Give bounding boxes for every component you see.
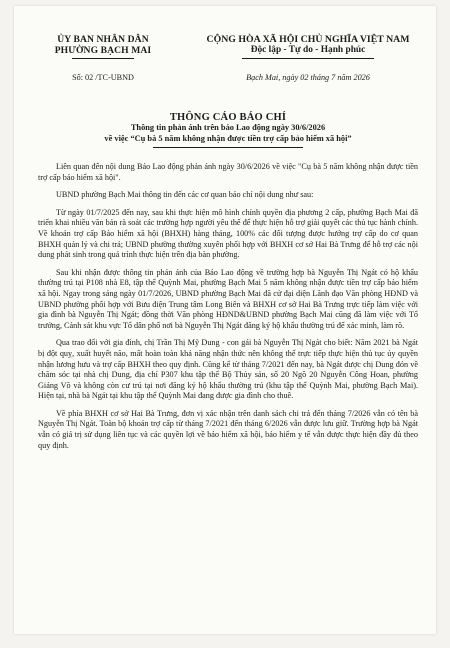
body-paragraph: Sau khi nhận được thông tin phản ánh của Báo Lao động về trường hợp bà Nguyễn Thị Ngát có hộ khẩu thường trú tại P108 nhà E8, tập thể Quỳnh Mai, phường Bạch Mai 5 năm không nhận được tiền trợ cấp bảo hiểm xã hội. Ngay trong sáng ngày 01/7/2026, UBND phường Bạch Mai đã cử đại diện Lãnh đạo Văn phòng HĐND và UBND phường phối hợp với Bưu điện Trung tâm Long Biên và BHXH cơ sở Hai Bà Trưng trực tiếp làm việc với gia đình bà Nguyễn Thị Ngát; đồng thời Văn phòng HĐND&UBND phường Bạch Mai cũng đã làm việc với Tổ trưởng, Cảnh sát khu vực Tổ dân phố nơi bà Nguyễn Thị Ngát đăng ký hộ khẩu thường trú để xác minh, làm rõ.	[38, 267, 418, 330]
agency-line-1: ỦY BAN NHÂN DÂN	[57, 34, 149, 45]
body-paragraph: Qua trao đổi với gia đình, chị Trần Thị Mỹ Dung - con gái bà Nguyễn Thị Ngát cho biết: Năm 2021 bà Ngát bị đột quỵ, xuất huyết não, mất hoàn toàn khả năng nhận thức nên không thể trực tiếp thực hiện thủ tục ủy quyền nhận lương hưu và trợ cấp BHXH theo quy định. Cũng kể từ tháng 7/2021 đến nay, bà Ngát được chị Dung đón về chăm sóc tại nhà chị Dung, địa chỉ P307 khu tập thể Bộ Thủy sản, số 20 Ngõ 20 Nguyễn Công Hoan, phường Giảng Võ và không còn cư trú tại nơi đăng ký hộ khẩu thường trú (khu tập thể Quỳnh Mai, phường Bạch Mai). Hiện tại, nhà bà Ngát tại khu tập thể Quỳnh Mai đang được gia đình cho thuê.	[38, 338, 418, 401]
national-motto: Độc lập - Tự do - Hạnh phúc	[250, 45, 366, 55]
subtitle-line-1: Thông tin phản ánh trên báo Lao động ngày 30/6/2026	[130, 123, 326, 132]
document-body	[38, 162, 418, 451]
agency-line-2: PHƯỜNG BẠCH MAI	[54, 45, 152, 56]
title-underline	[153, 147, 303, 148]
body-paragraph: Về phía BHXH cơ sở Hai Bà Trưng, đơn vị xác nhận trên danh sách chi trả đến tháng 7/2026 vẫn có tên bà Nguyễn Thị Ngát. Toàn bộ khoản trợ cấp từ tháng 7/2021 đến tháng 6/2026 vẫn được lưu giữ. Trường hợp bà Ngát vẫn có giá trị sử dụng liên tục và các quyền lợi về bảo hiểm xã hội, bảo hiểm y tế vẫn được thực hiện đầy đủ theo quy định.	[38, 408, 418, 450]
body-paragraph: Liên quan đến nội dung Báo Lao động phản ánh ngày 30/6/2026 về việc "Cụ bà 5 năm không nhận được tiền trợ cấp bảo hiểm xã hội".	[38, 162, 418, 182]
nation-name: CỘNG HÒA XÃ HỘI CHỦ NGHĨA VIỆT NAM	[206, 34, 410, 45]
document-title: THÔNG CÁO BÁO CHÍ	[169, 112, 287, 123]
issuing-agency	[38, 34, 168, 59]
body-paragraph: UBND phường Bạch Mai thông tin đến các cơ quan báo chí nội dung như sau:	[56, 190, 314, 200]
agency-underline	[72, 58, 134, 59]
national-heading	[198, 34, 418, 59]
motto-underline	[242, 58, 374, 59]
subtitle-line-2: về việc “Cụ bà 5 năm không nhận được tiền trợ cấp bảo hiểm xã hội”	[104, 133, 352, 143]
place-and-date: Bạch Mai, ngày 02 tháng 7 năm 2026	[246, 73, 370, 82]
document-meta	[38, 73, 418, 82]
body-paragraph: Từ ngày 01/7/2025 đến nay, sau khi thực hiện mô hình chính quyền địa phương 2 cấp, phường Bạch Mai đã triển khai nhiều văn bản rà soát các trường hợp người yêu thế để thực hiện hỗ trợ giải quyết các thủ tục hành chính. Về khoản trợ cấp Bảo hiểm xã hội (BHXH) hàng tháng, 100% các đối tượng được hưởng trợ cấp do cơ quan BHXH quản lý và chi trả; UBND phường thường xuyên phối hợp với BHXH cơ sở Hai Bà Trưng để hỗ trợ các nội dung phát sinh trong quá trình thực hiện trên địa bàn phường.	[38, 207, 418, 260]
document-number: Số: 02 /TC-UBND	[72, 73, 134, 82]
press-release-document	[14, 6, 436, 634]
document-header	[38, 34, 418, 59]
